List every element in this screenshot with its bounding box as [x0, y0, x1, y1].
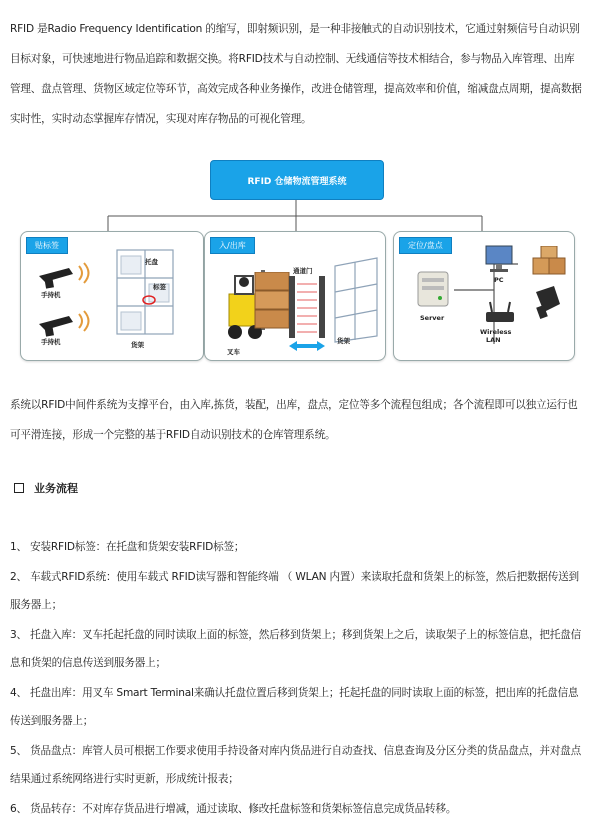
section-title: 业务流程 [34, 482, 78, 495]
wireless-router-icon [484, 300, 518, 326]
label-handheld-2: 手持机 [41, 338, 61, 346]
shelf-rack-icon [109, 242, 179, 342]
handheld-reader-icon [35, 260, 95, 290]
list-item: 5、 货品盘点：库管人员可根据工作要求使用手持设备对库内货品进行自动查找、信息查询及分区分类的货品盘点，并对盘点结果通过系统网络进行实时更新，形成统计报表； [10, 745, 581, 785]
panel-inout [204, 231, 386, 361]
section-heading [14, 480, 78, 496]
tag-locate: 定位/盘点 [399, 237, 452, 254]
handheld-reader-icon [35, 308, 95, 338]
handheld-scanner-icon [530, 284, 564, 320]
label-forklift: 叉车 [227, 348, 240, 356]
label-handheld-1: 手持机 [41, 291, 61, 299]
intro-paragraph: RFID 是Radio Frequency Identification 的缩写，即射频识别，是一种非接触式的自动识别技术，它通过射频信号自动识别目标对象，可快速地进行物品追踪和数据交换。将RFID技术与自动控制、无线通信等技术相结合，参与物品入库管理、出库管理、盘点管理、货物区域定位等环节，高效完成各种业务操作，改进仓储管理，提高效率和价值，缩减盘点周期，提高数据实时性，实时动态掌握库存情况，实现对库存物品的可视化管理。 [10, 23, 582, 125]
checkbox-icon [14, 483, 24, 493]
tag-labeling: 贴标签 [26, 237, 68, 254]
summary-paragraph: 系统以RFID中间件系统为支撑平台，由入库,拣货，装配，出库，盘点，定位等多个流程包组成；各个流程即可以独立运行也可平滑连接，形成一个完整的基于RFID自动识别技术的仓库管理系统。 [10, 399, 578, 441]
rfid-gate-icon [287, 270, 327, 340]
label-server: Server [420, 314, 445, 322]
list-item: 1、 安装RFID标签：在托盘和货架安装RFID标签； [10, 541, 245, 553]
label-shelf: 货架 [131, 341, 144, 349]
system-title-box: RFID 仓储物流管理系统 [210, 160, 384, 200]
boxes-icon [529, 246, 569, 278]
pc-icon [484, 244, 520, 276]
server-icon [416, 270, 452, 310]
list-item: 6、 货品转存：不对库存货品进行增减，通过读取、修改托盘标签和货架标签信息完成货品转移。 [10, 803, 457, 815]
label-pc: PC [494, 276, 504, 284]
list-item: 4、 托盘出库：用叉车 Smart Terminal来确认托盘位置后移到货架上；托起托盘的同时读取上面的标签，把出库的托盘信息传送到服务器上； [10, 687, 579, 727]
process-steps [10, 533, 584, 825]
label-tag: 标签 [153, 283, 166, 291]
label-pallet: 托盘 [145, 258, 158, 266]
label-gate: 通道门 [293, 267, 313, 275]
panel-labeling [20, 231, 204, 361]
warehouse-shelf-icon [329, 256, 383, 346]
label-shelf-2: 货架 [337, 337, 350, 345]
list-item: 2、 车载式RFID系统：使用车载式 RFID读写器和智能终端 （ WLAN 内置）来读取托盘和货架上的标签，然后把数据传送到服务器上； [10, 571, 579, 611]
tag-inout: 入/出库 [210, 237, 255, 254]
double-arrow-icon [287, 340, 327, 352]
rfid-diagram [0, 160, 595, 370]
label-lan: LAN [486, 336, 501, 344]
list-item: 3、 托盘入库：叉车托起托盘的同时读取上面的标签，然后移到货架上；移到货架上之后，读取架子上的标签信息，把托盘信息和货架的信息传送到服务器上； [10, 629, 581, 669]
label-wireless: Wireless [480, 328, 512, 336]
panel-locate [393, 231, 575, 361]
